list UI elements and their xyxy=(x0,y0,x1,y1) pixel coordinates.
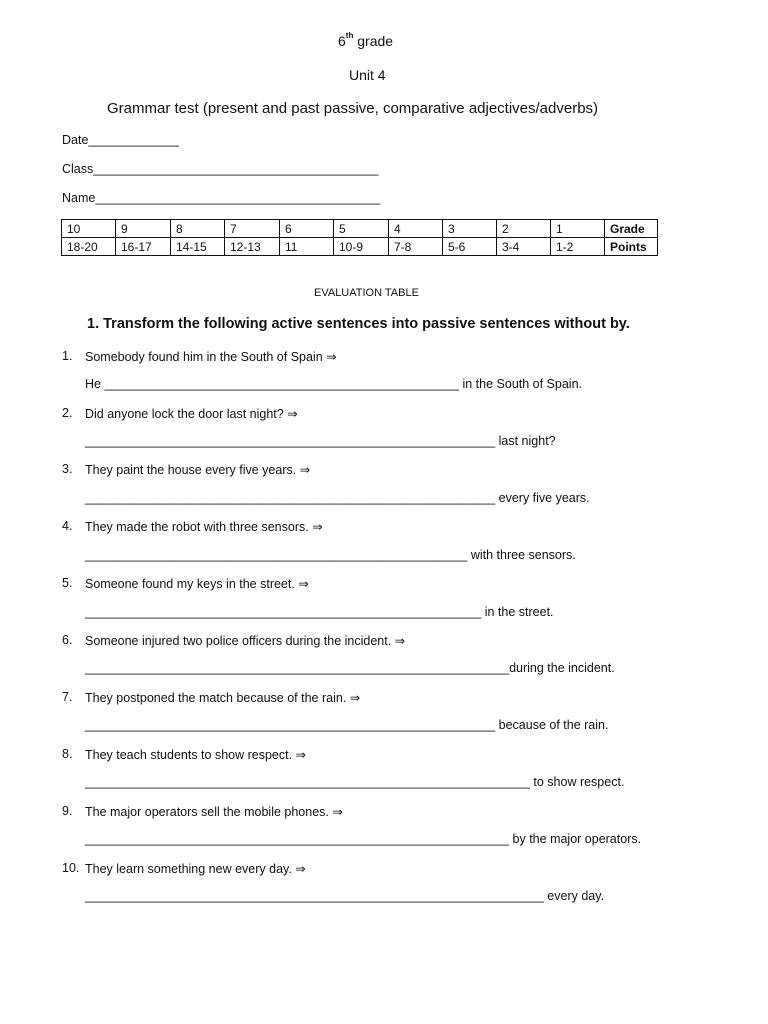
test-title: Grammar test (present and past passive, comparative adjectives/adverbs) xyxy=(107,100,599,117)
item-prompt: They postponed the match because of the rain. ⇒ xyxy=(85,691,361,705)
item-number: 9. xyxy=(62,804,73,818)
item-number: 3. xyxy=(62,462,73,476)
item-prompt: Did anyone lock the door last night? ⇒ xyxy=(85,407,298,421)
answer-line[interactable]: ___________________________________________________________ because of the rain. xyxy=(85,718,609,732)
unit-heading: Unit 4 xyxy=(349,67,386,83)
grade-row xyxy=(62,220,658,238)
answer-line[interactable]: He ___________________________________________________ in the South of Spain. xyxy=(85,377,583,391)
points-row xyxy=(62,238,658,256)
grade-word: grade xyxy=(357,33,394,49)
item-number: 6. xyxy=(62,633,73,647)
points-cell: 5-6 xyxy=(443,238,497,256)
grade-cell: 1 xyxy=(551,220,605,238)
points-cell: 14-15 xyxy=(171,238,225,256)
points-cell: 11 xyxy=(280,238,334,256)
item-number: 10. xyxy=(62,861,80,875)
item-number: 8. xyxy=(62,747,73,761)
grade-cell: 2 xyxy=(497,220,551,238)
grade-cell: 9 xyxy=(116,220,171,238)
item-prompt: Someone found my keys in the street. ⇒ xyxy=(85,577,309,591)
answer-line[interactable]: _______________________________________________________ with three sensors. xyxy=(85,548,576,562)
item-prompt: They paint the house every five years. ⇒ xyxy=(85,463,311,477)
grade-cell: 8 xyxy=(171,220,225,238)
item-prompt: They teach students to show respect. ⇒ xyxy=(85,748,307,762)
item-number: 1. xyxy=(62,349,73,363)
answer-line[interactable]: ________________________________________________________________ to show respect. xyxy=(85,775,625,789)
grade-table xyxy=(61,219,658,256)
points-cell: 3-4 xyxy=(497,238,551,256)
grade-cell: 10 xyxy=(62,220,116,238)
grade-cell: 4 xyxy=(389,220,443,238)
points-cell: 12-13 xyxy=(225,238,280,256)
points-cell: 16-17 xyxy=(116,238,171,256)
grade-superscript: th xyxy=(345,31,354,41)
item-prompt: Somebody found him in the South of Spain ⇒ xyxy=(85,350,337,364)
item-prompt: Someone injured two police officers during the incident. ⇒ xyxy=(85,634,406,648)
class-field: Class_________________________________________ xyxy=(62,162,379,176)
grade-cell: 3 xyxy=(443,220,497,238)
date-field: Date_____________ xyxy=(62,133,179,147)
item-prompt: The major operators sell the mobile phones. ⇒ xyxy=(85,805,343,819)
points-cell: 10-9 xyxy=(334,238,389,256)
name-field: Name_________________________________________ xyxy=(62,191,381,205)
exercise-heading: 1. Transform the following active sentences into passive sentences without by. xyxy=(87,316,630,332)
grade-label-cell: Grade xyxy=(605,220,658,238)
answer-line[interactable]: _________________________________________________________ in the street. xyxy=(85,605,554,619)
points-cell: 18-20 xyxy=(62,238,116,256)
answer-line[interactable]: __________________________________________________________________ every day. xyxy=(85,889,605,903)
item-prompt: They learn something new every day. ⇒ xyxy=(85,862,306,876)
evaluation-caption: EVALUATION TABLE xyxy=(314,287,419,299)
answer-line[interactable]: _____________________________________________________________ by the major operators. xyxy=(85,832,642,846)
points-cell: 7-8 xyxy=(389,238,443,256)
answer-line[interactable]: ___________________________________________________________ last night? xyxy=(85,434,556,448)
grade-heading xyxy=(338,33,393,49)
grade-cell: 7 xyxy=(225,220,280,238)
item-number: 2. xyxy=(62,406,73,420)
grade-cell: 6 xyxy=(280,220,334,238)
answer-line[interactable]: _____________________________________________________________during the incident. xyxy=(85,661,615,675)
item-number: 4. xyxy=(62,519,73,533)
item-prompt: They made the robot with three sensors. ⇒ xyxy=(85,520,323,534)
grade-cell: 5 xyxy=(334,220,389,238)
points-label-cell: Points xyxy=(605,238,658,256)
item-number: 7. xyxy=(62,690,73,704)
grade-number: 6 xyxy=(338,33,346,49)
answer-line[interactable]: ___________________________________________________________ every five years. xyxy=(85,491,590,505)
item-number: 5. xyxy=(62,576,73,590)
points-cell: 1-2 xyxy=(551,238,605,256)
